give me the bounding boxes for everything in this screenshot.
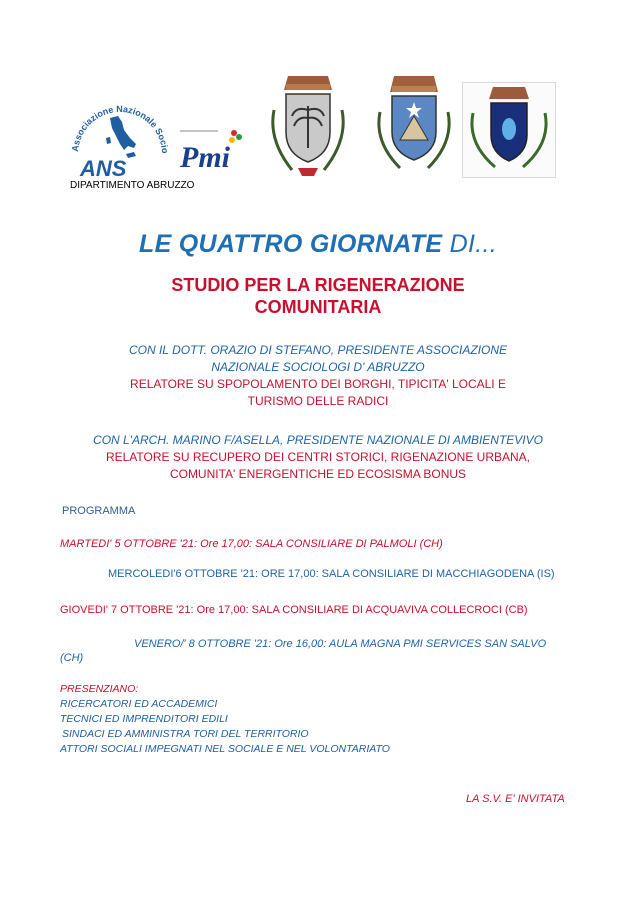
attendee-item: SINDACI ED AMMINISTRA TORI DEL TERRITORIO xyxy=(62,728,309,740)
speaker-2-topic-line-1: RELATORE SU RECUPERO DEI CENTRI STORICI, RIGENAZIONE URBANA, xyxy=(105,450,531,464)
ans-logo xyxy=(66,88,172,180)
subtitle-line-1: STUDIO PER LA RIGENERAZIONE xyxy=(171,275,465,295)
pmi-logo xyxy=(178,127,246,171)
municipal-crest-1 xyxy=(262,70,354,180)
event-title-main: LE QUATTRO GIORNATE xyxy=(139,230,443,258)
event-title-suffix: DI... xyxy=(442,230,497,258)
speaker-1-topic-line-1: RELATORE SU SPOPOLAMENTO DEI BORGHI, TIPICITA' LOCALI E xyxy=(130,377,506,391)
speaker-1-intro-line-2: NAZIONALE SOCIOLOGI D' ABRUZZO xyxy=(211,360,425,374)
programme-label: PROGRAMMA xyxy=(62,505,136,517)
invitation-note: LA S.V. E' INVITATA xyxy=(466,793,565,805)
municipal-crest-3 xyxy=(462,82,556,178)
speaker-1 xyxy=(0,342,636,410)
attendee-item: RICERCATORI ED ACCADEMICI xyxy=(60,698,218,710)
municipal-crest-2 xyxy=(370,70,458,180)
subtitle-line-2: COMUNITARIA xyxy=(254,297,382,317)
speaker-1-intro-line-1: CON IL DOTT. ORAZIO DI STEFANO, PRESIDENTE ASSOCIAZIONE xyxy=(128,343,508,357)
attendee-item: TECNICI ED IMPRENDITORI EDILI xyxy=(60,713,228,725)
svg-text:Associazione Nazionale Sociolo: Associazione Nazionale Socio xyxy=(69,103,171,154)
attendee-item: ATTORI SOCIALI IMPEGNATI NEL SOCIALE E NEL VOLONTARIATO xyxy=(60,743,390,755)
speaker-1-topic-line-2: TURISMO DELLE RADICI xyxy=(247,394,389,408)
attendees-label: PRESENZIANO: xyxy=(60,683,139,695)
svg-text:ANS: ANS xyxy=(80,156,127,180)
speaker-2-intro-line-1: CON L'ARCH. MARINO F/ASELLA, PRESIDENTE NAZIONALE DI AMBIENTEVIVO xyxy=(93,433,543,447)
speaker-2 xyxy=(0,432,636,483)
programme-event-2: MERCOLEDI'6 OTTOBRE '21: ORE 17,00: SALA CONSILIARE DI MACCHIAGODENA (IS) xyxy=(108,568,555,580)
department-label: DIPARTIMENTO ABRUZZO xyxy=(70,180,195,191)
svg-text:Pmi: Pmi xyxy=(180,141,230,171)
programme-event-3: GIOVEDI' 7 OTTOBRE '21: Ore 17,00: SALA CONSILIARE DI ACQUAVIVA COLLECROCI (CB) xyxy=(60,604,528,616)
event-subtitle xyxy=(0,274,636,318)
event-title xyxy=(0,230,636,259)
speaker-2-topic-line-2: COMUNITA' ENERGENTICHE ED ECOSISMA BONUS xyxy=(169,467,467,481)
programme-event-4: VENERO/' 8 OTTOBRE '21: Ore 16,00: AULA MAGNA PMI SERVICES SAN SALVO xyxy=(134,638,547,650)
programme-event-4-continued: (CH) xyxy=(60,652,84,664)
programme-event-1: MARTEDI' 5 OTTOBRE '21: Ore 17,00: SALA CONSILIARE DI PALMOLI (CH) xyxy=(60,538,443,550)
